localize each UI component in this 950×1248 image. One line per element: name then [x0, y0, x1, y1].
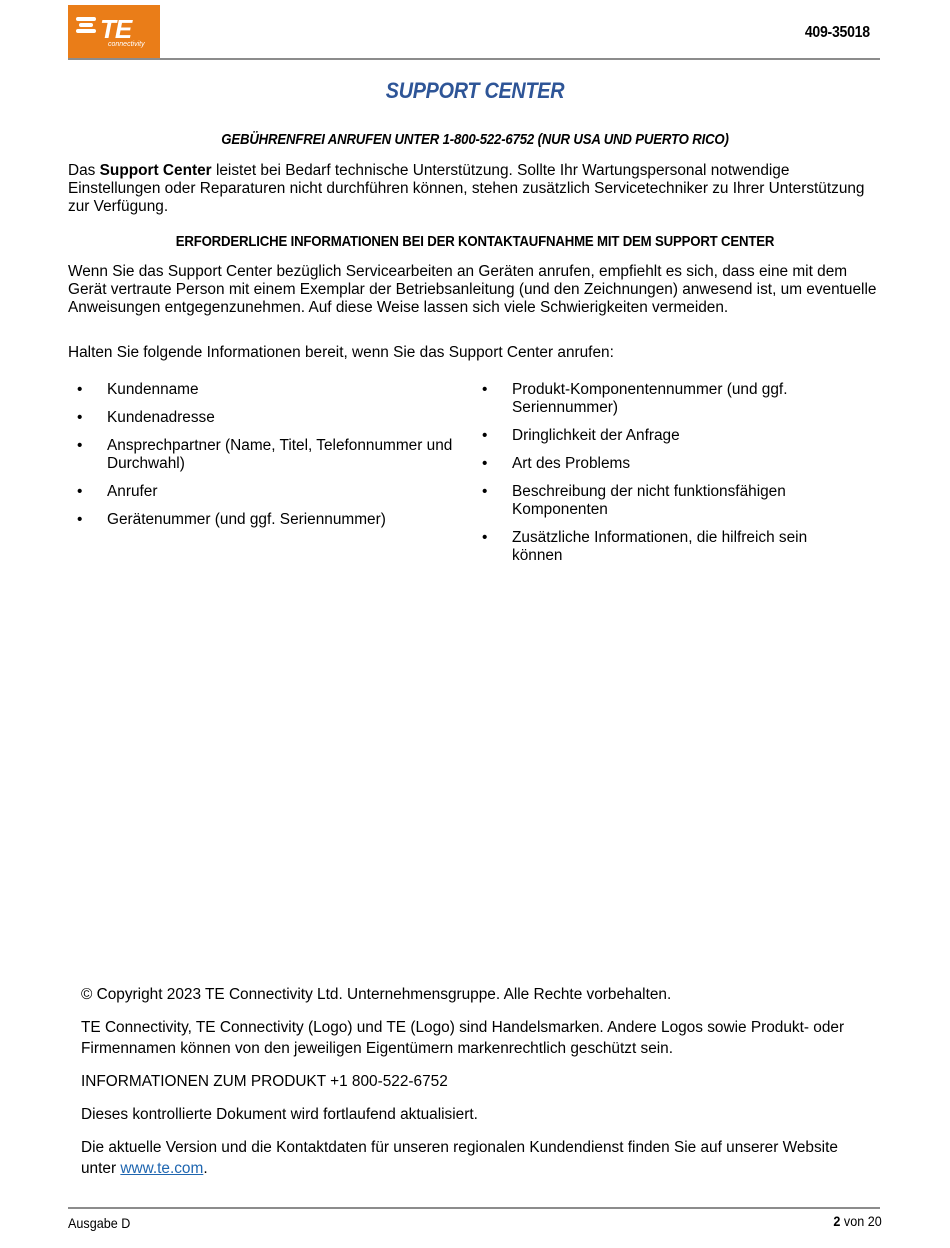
te-logo-mark — [76, 16, 131, 42]
page-separator: von — [840, 1213, 868, 1229]
list-item — [68, 381, 468, 399]
intro-bold: Support Center — [99, 162, 212, 179]
info-list-right — [473, 381, 853, 575]
list-item — [473, 427, 853, 445]
bullet-icon: • — [77, 437, 83, 454]
list-item-text: Ansprechpartner (Name, Titel, Telefonnummer und Durchwahl) — [107, 437, 453, 472]
list-item — [68, 511, 468, 529]
info-heading: ERFORDERLICHE INFORMATIONEN BEI DER KONTAKTAUFNAHME MIT DEM SUPPORT CENTER — [175, 233, 775, 250]
footer-divider — [68, 1207, 880, 1209]
list-item-text: Produkt-Komponentennummer (und ggf. Seriennummer) — [512, 381, 788, 416]
page-number — [834, 1213, 882, 1229]
te-connectivity-logo — [68, 5, 160, 58]
website-lead: Die aktuelle Version und die Kontaktdaten für unseren regionalen Kundendienst finden Sie auf unserer Website unter — [81, 1139, 838, 1177]
list-intro: Halten Sie folgende Informationen bereit, wenn Sie das Support Center anrufen: — [68, 344, 614, 361]
list-item — [473, 529, 853, 565]
intro-rest: leistet bei Bedarf technische Unterstützung. Sollte Ihr Wartungspersonal notwendige Einstellungen oder Reparaturen nicht durchführen können, stehen zusätzlich Servicetechniker zu Ihrer Unterstützung zur Verfügung. — [68, 162, 865, 215]
list-item-text: Art des Problems — [512, 455, 631, 472]
logo-bars-icon — [76, 16, 98, 34]
bullet-icon: • — [77, 381, 83, 398]
intro-lead: Das — [68, 162, 100, 179]
list-item — [473, 381, 853, 417]
bullet-icon: • — [482, 427, 488, 444]
bullet-icon: • — [482, 483, 488, 500]
info-paragraph: Wenn Sie das Support Center bezüglich Servicearbeiten an Geräten anrufen, empfiehlt es sich, dass eine mit dem Gerät vertraute Person mit einem Exemplar der Betriebsanleitung (und den Zeichnungen) anwesend ist, um eventuelle Anweisungen entgegenzunehmen. Auf diese Weise lassen sich viele Schwierigkeiten vermeiden. — [68, 263, 877, 316]
list-item — [473, 455, 853, 473]
document-number: 409-35018 — [805, 24, 870, 41]
list-item-text: Anrufer — [107, 483, 158, 500]
bullet-icon: • — [77, 511, 83, 528]
trademark-text: TE Connectivity, TE Connectivity (Logo) und TE (Logo) sind Handelsmarken. Andere Logos sowie Produkt- oder Firmennamen können von den jeweiligen Eigentümern markenrechtlich geschützt sein. — [81, 1019, 845, 1057]
logo-text: TE — [100, 14, 132, 44]
intro-paragraph — [68, 162, 880, 216]
copyright-block — [81, 984, 871, 1191]
list-item-text: Kundenadresse — [107, 409, 215, 426]
bullet-icon: • — [77, 483, 83, 500]
list-item — [68, 437, 468, 473]
edition-label: Ausgabe D — [68, 1215, 131, 1231]
info-list-left — [68, 381, 468, 539]
page-total: 20 — [867, 1213, 882, 1229]
logo-subtext: connectivity — [108, 41, 145, 48]
page-header — [68, 4, 880, 60]
website-link[interactable]: www.te.com — [120, 1160, 204, 1177]
copyright-text: © Copyright 2023 TE Connectivity Ltd. Unternehmensgruppe. Alle Rechte vorbehalten. — [81, 986, 672, 1003]
list-item-text: Beschreibung der nicht funktionsfähigen Komponenten — [512, 483, 786, 518]
website-text — [81, 1137, 871, 1179]
website-tail: . — [203, 1160, 208, 1177]
list-item-text: Gerätenummer (und ggf. Seriennummer) — [107, 511, 386, 528]
list-item — [68, 409, 468, 427]
controlled-doc-text: Dieses kontrollierte Dokument wird fortlaufend aktualisiert. — [81, 1106, 478, 1123]
product-info-text: INFORMATIONEN ZUM PRODUKT +1 800-522-6752 — [81, 1073, 448, 1090]
list-item-text: Zusätzliche Informationen, die hilfreich sein können — [512, 529, 808, 564]
page-title: SUPPORT CENTER — [385, 78, 565, 103]
bullet-icon: • — [482, 529, 488, 546]
bullet-icon: • — [482, 381, 488, 398]
list-item-text: Kundenname — [107, 381, 199, 398]
page-current: 2 — [833, 1213, 841, 1229]
bullet-icon: • — [482, 455, 488, 472]
bullet-icon: • — [77, 409, 83, 426]
list-item-text: Dringlichkeit der Anfrage — [512, 427, 680, 444]
list-item — [473, 483, 853, 519]
hotline-heading: GEBÜHRENFREI ANRUFEN UNTER 1-800-522-6752 (NUR USA UND PUERTO RICO) — [221, 131, 729, 148]
list-item — [68, 483, 468, 501]
